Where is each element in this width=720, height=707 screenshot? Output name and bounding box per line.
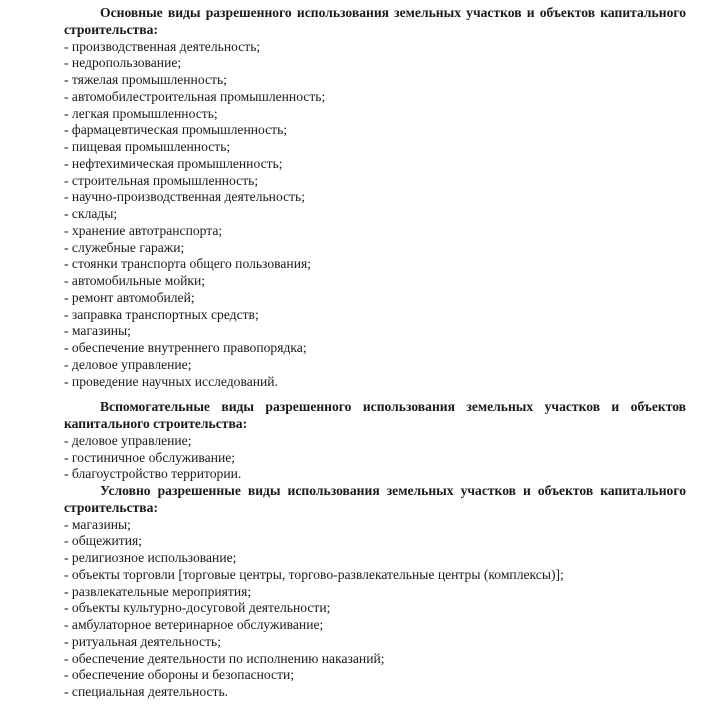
list-item: - легкая промышленность;	[64, 105, 218, 121]
list-item: - служебные гаражи;	[64, 239, 185, 255]
list-item: - развлекательные мероприятия;	[64, 583, 252, 599]
list-item: - проведение научных исследований.	[64, 373, 278, 389]
list-item: - магазины;	[64, 516, 131, 532]
list-item: - амбулаторное ветеринарное обслуживание;	[64, 617, 324, 632]
list-item: - фармацевтическая промышленность;	[64, 122, 288, 138]
list-item: - магазины;	[64, 323, 131, 339]
section-heading: Основные виды разрешенного использования земельных участков и объектов капитального строительства:	[64, 5, 686, 37]
list-item: - автомобилестроительная промышленность;	[64, 88, 326, 104]
list-item: - объекты культурно-досуговой деятельности;	[64, 600, 331, 616]
use-list	[64, 517, 686, 701]
list-item: - обеспечение обороны и безопасности;	[64, 667, 295, 683]
list-item: - производственная деятельность;	[64, 38, 261, 54]
list-item: - заправка транспортных средств;	[64, 306, 259, 322]
list-item: - благоустройство территории.	[64, 466, 242, 482]
use-list	[64, 39, 686, 391]
main-uses-section	[64, 5, 686, 390]
list-item: - автомобильные мойки;	[64, 273, 206, 288]
list-item: - деловое управление;	[64, 432, 192, 448]
section-heading: Вспомогательные виды разрешенного использования земельных участков и объектов капитального строительства:	[64, 399, 686, 431]
list-item: - научно-производственная деятельность;	[64, 189, 306, 205]
use-list	[64, 433, 686, 483]
list-item: - ремонт автомобилей;	[64, 289, 195, 305]
list-item: - объекты торговли [торговые центры, торгово-развлекательные центры (комплексы)];	[64, 566, 564, 582]
list-item: - гостиничное обслуживание;	[64, 449, 236, 465]
list-item: - недропользование;	[64, 55, 182, 71]
list-item: - обеспечение деятельности по исполнению наказаний;	[64, 650, 385, 666]
list-item: - ритуальная деятельность;	[64, 633, 221, 649]
list-item: - общежития;	[64, 533, 143, 549]
list-item: - деловое управление;	[64, 356, 192, 372]
list-item: - хранение автотранспорта;	[64, 222, 223, 238]
list-item: - нефтехимическая промышленность;	[64, 155, 283, 171]
list-item: - склады;	[64, 206, 118, 221]
document-page	[64, 5, 686, 701]
auxiliary-uses-section	[64, 399, 686, 483]
list-item: - специальная деятельность.	[64, 684, 229, 699]
section-heading: Условно разрешенные виды использования земельных участков и объектов капитального строительства:	[64, 483, 686, 515]
conditional-uses-section	[64, 483, 686, 701]
list-item: - религиозное использование;	[64, 550, 237, 565]
list-item: - тяжелая промышленность;	[64, 72, 227, 87]
list-item: - пищевая промышленность;	[64, 139, 231, 154]
list-item: - строительная промышленность;	[64, 172, 259, 188]
list-item: - стоянки транспорта общего пользования;	[64, 256, 311, 272]
list-item: - обеспечение внутреннего правопорядка;	[64, 340, 307, 355]
